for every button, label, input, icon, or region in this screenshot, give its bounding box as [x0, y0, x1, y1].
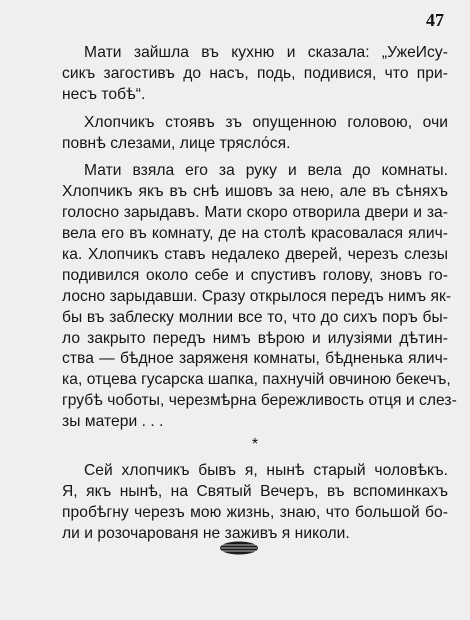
text-line: подивился около себе и спустивъ голову, зновъ го-	[62, 266, 448, 284]
text-line: зы матери . . .	[62, 413, 164, 431]
text-line: Мати зайшла въ кухню и сказала: „УжеИсу-	[84, 44, 448, 61]
text-line: грубѣ чоботы, черезмѣрна бережливость отця и слез-	[62, 392, 457, 410]
text-line: лосно зарыдавши. Сразу открылося передъ нимъ як-	[62, 287, 452, 305]
text-line: вела его въ комнату, де на столѣ красовалася ялич-	[62, 225, 448, 243]
text-line: ства — бѣдное заряженя комнаты, бѣдненька ялич-	[62, 350, 448, 368]
text-line: сикъ загостивъ до насъ, подь, подивися, что при-	[62, 64, 448, 82]
text-line: ло закрыто передъ нимъ вѣрою и илузіями дѣтин-	[62, 329, 448, 347]
text-line: пробѣгну черезъ мою жизнь, знаю, что большой бо-	[62, 503, 448, 521]
paragraph-boy-crying	[62, 113, 448, 155]
section-separator: *	[251, 436, 259, 454]
page-number: 47	[426, 10, 444, 30]
text-line: Хлопчикъ якъ въ снѣ ишовъ за нею, але въ сѣняхъ	[62, 183, 448, 201]
text-line: Сей хлопчикъ бывъ я, нынѣ старый чоловѣкъ.	[84, 462, 448, 480]
paragraph-closing	[62, 461, 448, 545]
text-line: бы въ заблеску молнии все то, что до сихъ поръ бы-	[62, 308, 448, 326]
body-text	[62, 43, 457, 545]
text-line: Я, якъ нынѣ, на Святый Вечеръ, въ вспоминкахъ	[62, 482, 448, 500]
paragraph-room-description	[62, 161, 457, 433]
text-line: ли и розочарованя не заживъ я николи.	[62, 524, 350, 542]
text-line: ка, отцева гусарска шапка, пахнучій овчиною бекечъ,	[62, 371, 451, 389]
printer-ornament-icon	[219, 541, 259, 555]
text-line: Хлопчикъ стоявъ зъ опущенною головою, очи	[84, 113, 448, 131]
text-line: несъ тобѣ“.	[62, 85, 146, 103]
text-line: повнѣ слезами, лице трясло́ся.	[62, 134, 291, 152]
text-line: Мати взяла его за руку и вела до комнаты.	[84, 162, 448, 180]
text-line: голосно зарыдавъ. Мати скоро отворила двери и за-	[62, 204, 448, 222]
text-line: ка. Хлопчикъ ставъ недалеко дверей, черезъ слезы	[62, 246, 448, 264]
paragraph-mother-announces	[62, 43, 448, 106]
